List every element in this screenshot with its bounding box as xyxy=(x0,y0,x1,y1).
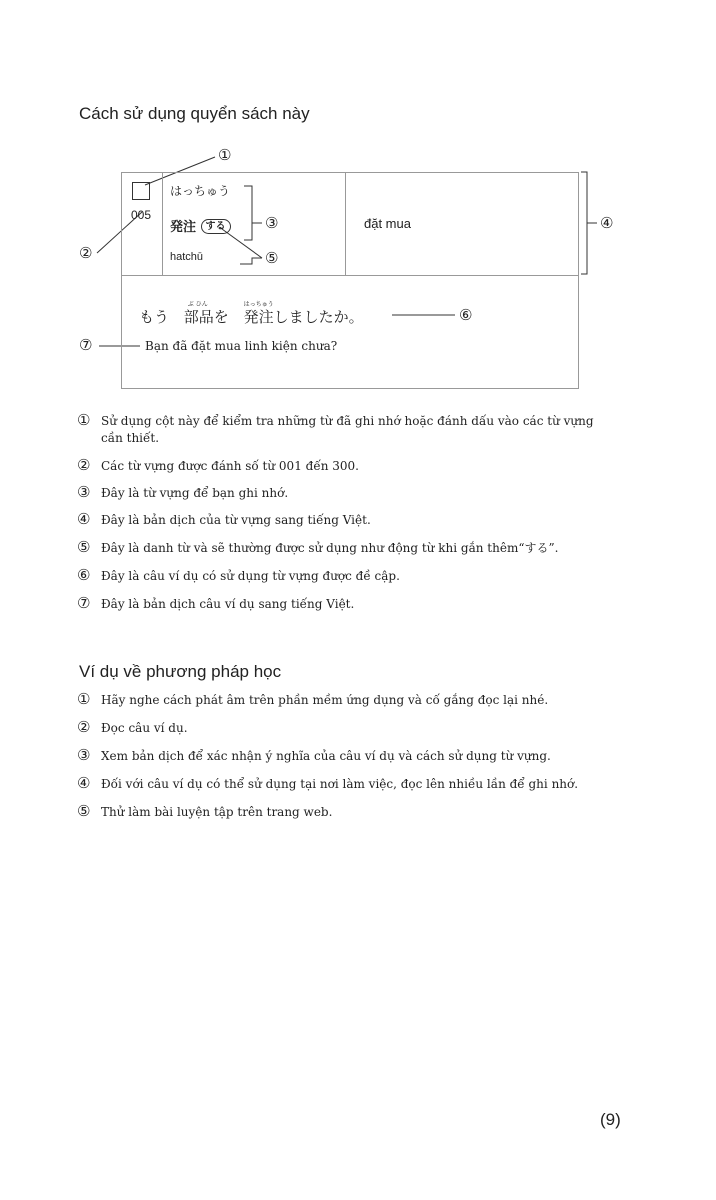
note-text-continued: cần thiết. xyxy=(101,431,160,445)
entry-romaji: hatchū xyxy=(170,251,204,263)
bracket-4 xyxy=(581,172,587,274)
entry-kanji: 発注 xyxy=(170,220,197,235)
note-number: ⑦ xyxy=(77,594,91,612)
column-divider-1 xyxy=(162,172,163,275)
note-number: ① xyxy=(77,411,91,429)
note-number: ④ xyxy=(77,510,91,528)
entry-meaning: đặt mua xyxy=(364,216,411,231)
step-item xyxy=(77,776,647,796)
note-text: Đây là bản dịch câu ví dụ sang tiếng Việt. xyxy=(101,597,355,611)
note-text: Sử dụng cột này để kiểm tra những từ đã ghi nhớ hoặc đánh dấu vào các từ vựng xyxy=(101,414,594,428)
example-part-3: 発注しましたか。 xyxy=(243,308,364,326)
note-number: ② xyxy=(77,456,91,474)
step-text: Đối với câu ví dụ có thể sử dụng tại nơi làm việc, đọc lên nhiều lần để ghi nhớ. xyxy=(101,777,579,791)
note-text: Các từ vựng được đánh số từ 001 đến 300. xyxy=(101,459,359,473)
step-text: Thử làm bài luyện tập trên trang web. xyxy=(101,805,333,819)
label-4: ④ xyxy=(600,214,614,232)
entry-kanji-wrap xyxy=(170,216,231,235)
step-number: ③ xyxy=(77,746,91,764)
example-sentence xyxy=(139,301,364,327)
step-number: ② xyxy=(77,718,91,736)
note-item xyxy=(77,512,647,532)
step-item xyxy=(77,804,647,824)
label-6: ⑥ xyxy=(459,306,473,324)
example-part-1: もう xyxy=(139,308,170,326)
label-7: ⑦ xyxy=(79,336,93,354)
example-translation: Bạn đã đặt mua linh kiện chưa? xyxy=(145,339,338,353)
note-item xyxy=(77,596,647,616)
step-item xyxy=(77,748,647,768)
note-number: ③ xyxy=(77,483,91,501)
note-text: Đây là bản dịch của từ vựng sang tiếng Việt. xyxy=(101,513,371,527)
step-number: ④ xyxy=(77,774,91,792)
step-item xyxy=(77,692,647,712)
step-number: ⑤ xyxy=(77,802,91,820)
example-row-box xyxy=(121,274,579,389)
step-text: Hãy nghe cách phát âm trên phần mềm ứng dụng và cố gắng đọc lại nhé. xyxy=(101,693,549,707)
label-2: ② xyxy=(79,244,93,262)
example-part-2: 部品を xyxy=(183,308,229,326)
step-text: Xem bản dịch để xác nhận ý nghĩa của câu ví dụ và cách sử dụng từ vựng. xyxy=(101,749,551,763)
suru-badge: する xyxy=(201,219,231,234)
step-item xyxy=(77,720,647,740)
step-text: Đọc câu ví dụ. xyxy=(101,721,188,735)
section-title-method: Ví dụ về phương pháp học xyxy=(79,662,282,681)
label-5: ⑤ xyxy=(265,249,279,267)
note-item xyxy=(77,540,647,560)
entry-number: 005 xyxy=(131,208,152,222)
label-1: ① xyxy=(218,146,232,164)
note-text: Đây là câu ví dụ có sử dụng từ vựng được đề cập. xyxy=(101,569,400,583)
note-item xyxy=(77,413,647,447)
label-3: ③ xyxy=(265,214,279,232)
note-item xyxy=(77,458,647,478)
note-number: ⑤ xyxy=(77,538,91,556)
entry-kana: はっちゅう xyxy=(170,184,231,198)
note-text: Đây là từ vựng để bạn ghi nhớ. xyxy=(101,486,289,500)
ruby-hacchuu: はっちゅう xyxy=(243,301,274,308)
section-title-usage: Cách sử dụng quyển sách này xyxy=(79,104,310,123)
ruby-buhin: ぶ ひん xyxy=(187,301,208,308)
column-divider-2 xyxy=(345,172,346,275)
note-item xyxy=(77,485,647,505)
checkbox[interactable] xyxy=(132,182,150,200)
page-number: (9) xyxy=(600,1110,621,1129)
note-number: ⑥ xyxy=(77,566,91,584)
note-text: Đây là danh từ và sẽ thường được sử dụng như động từ khi gắn thêm“する”. xyxy=(101,541,559,555)
note-item xyxy=(77,568,647,588)
step-number: ① xyxy=(77,690,91,708)
